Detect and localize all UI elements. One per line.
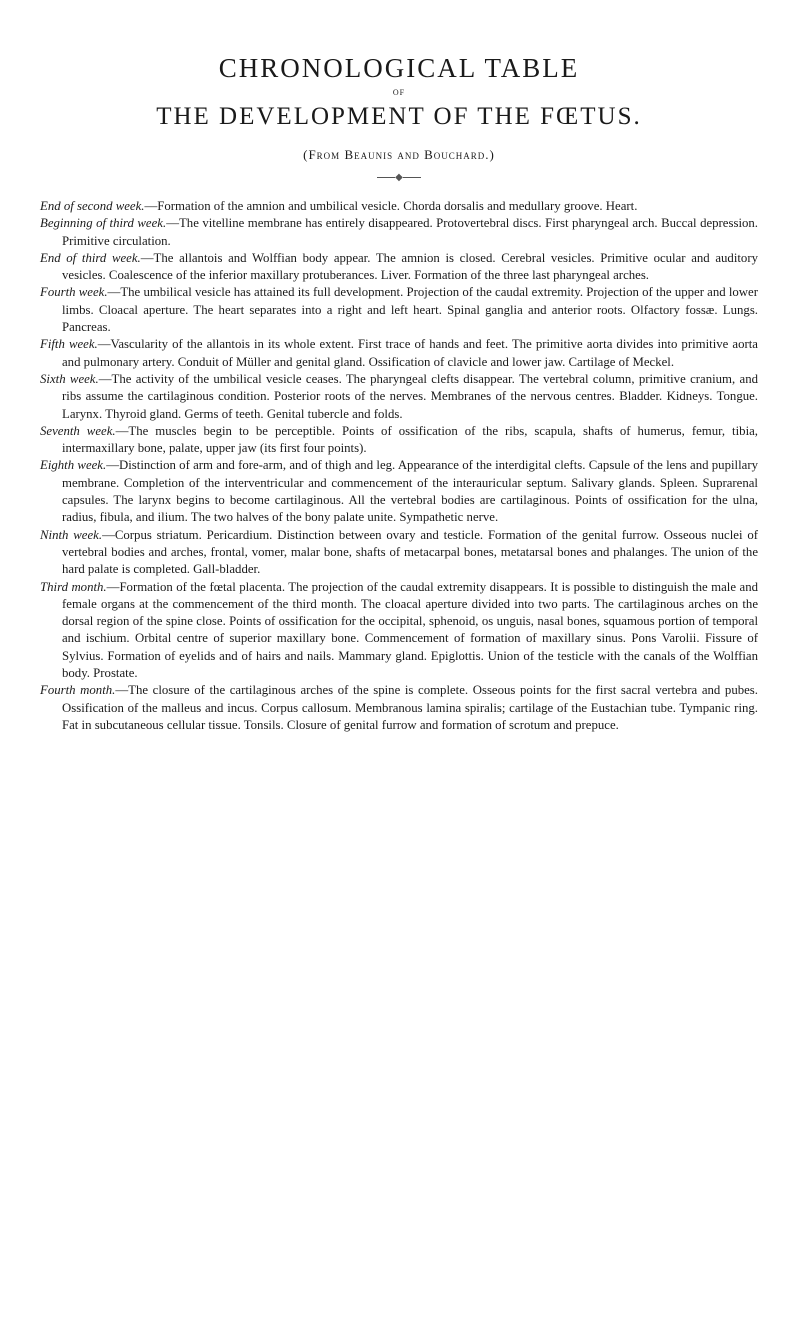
entry-text: —Formation of the amnion and umbilical vesicle. Chorda dorsalis and medullary groove. Heart. — [144, 199, 638, 213]
entry-period: Fourth month. — [40, 683, 116, 698]
chronology-entry — [40, 527, 758, 579]
chronology-entry — [40, 198, 758, 215]
title-connector: OF — [392, 88, 406, 97]
entry-text: —The muscles begin to be perceptible. Points of ossification of the ribs, scapula, shafts of humerus, femur, tibia, intermaxillary bone, palate, upper jaw (its first four points). — [62, 423, 759, 456]
entry-text: —The activity of the umbilical vesicle ceases. The pharyngeal clefts disappear. The vertebral column, primitive cranium, and ribs assume the cartilaginous condition. Posterior roots of the nerves. Membranes of the nervous centres. Bladder. Kidneys. Tongue. Larynx. Thyroid gland. Germs of teeth. Genital tubercle and folds. — [62, 371, 759, 421]
entry-text: —The vitelline membrane has entirely disappeared. Protovertebral discs. First pharyngeal arch. Buccal depression. Primitive circulation. — [62, 216, 759, 248]
page-title: CHRONOLOGICAL TABLE — [218, 53, 580, 83]
entry-period: Beginning of third week. — [40, 216, 167, 231]
entry-period: Seventh week. — [40, 423, 116, 438]
ornament-divider: ◆ — [40, 172, 758, 184]
entry-period: End of third week. — [40, 250, 141, 265]
chronology-entry — [40, 423, 758, 458]
entry-period: Sixth week. — [40, 371, 99, 386]
chronology-entry — [40, 579, 758, 683]
entry-text: —The allantois and Wolffian body appear. The amnion is closed. Cerebral vesicles. Primitive ocular and auditory vesicles. Coalescence of the inferior maxillary protuberances. Liver. Formation of the three last pharyngeal arches. — [62, 250, 758, 283]
entry-period: Ninth week. — [40, 527, 103, 542]
chronology-entry — [40, 250, 758, 285]
source-attribution: (From Beaunis and Bouchard.) — [303, 147, 495, 162]
chronology-entry — [40, 682, 758, 734]
entry-text: —The closure of the cartilaginous arches of the spine is complete. Osseous points for the first sacral vertebra and pubes. Ossification of the malleus and incus. Corpus callosum. Membranous lamina spiralis; cartilage of the Eustachian tube. Tympanic ring. Fat in subcutaneous cellular tissue. Tonsils. Closure of genital furrow and formation of scrotum and prepuce. — [62, 683, 758, 732]
entry-period: End of second week. — [40, 199, 145, 213]
entry-period: Third month. — [40, 579, 107, 594]
entry-text: —Vascularity of the allantois in its whole extent. First trace of hands and feet. The primitive aorta divides into primitive aorta and pulmonary artery. Conduit of Müller and genital gland. Ossification of clavicle and lower jaw. Cartilage of Meckel. — [62, 337, 758, 369]
chronology-entry — [40, 215, 758, 250]
entry-text: —Corpus striatum. Pericardium. Distinction between ovary and testicle. Formation of the genital furrow. Osseous nuclei of vertebral bodies and arches, frontal, vomer, malar bone, shafts of metacarpal bones, metatarsal bones and phalanges. The union of the hard palate is completed. Gall-bladder. — [62, 527, 758, 577]
entry-text: —Formation of the fœtal placenta. The projection of the caudal extremity disappears. It is possible to distinguish the male and female organs at the commencement of the third month. The cloacal aperture divided into two parts. The cartilaginous arches on the dorsal region of the spine close. Points of ossification for the occipital, sphenoid, os unguis, nasal bones, squamous portion of temporal and ischium. Orbital centre of superior maxillary bone. Commencement of formation of maxillary sinus. Pons Varolii. Fissure of Sylvius. Formation of eyelids and of hairs and nails. Mammary gland. Epiglottis. Union of the testicle with the canals of the Wolffian body. Prostate. — [62, 579, 758, 681]
entry-text: —The umbilical vesicle has attained its full development. Projection of the caudal extremity. Projection of the upper and lower limbs. Cloacal aperture. The heart separates into a right and left heart. Spinal ganglia and anterior roots. Olfactory fossæ. Lungs. Pancreas. — [62, 285, 758, 335]
entry-period: Fifth week. — [40, 337, 98, 352]
chronology-entry — [40, 284, 758, 336]
chronology-list — [40, 198, 758, 734]
entry-period: Eighth week. — [40, 458, 107, 473]
entry-period: Fourth week. — [40, 285, 108, 300]
chronology-entry — [40, 457, 758, 526]
entry-text: —Distinction of arm and fore-arm, and of thigh and leg. Appearance of the interdigital clefts. Capsule of the lens and pupillary membrane. Completion of the interventricular and commencement of the interauricular septum. Salivary glands. Spleen. Suprarenal capsules. The larynx begins to become cartilaginous. All the vertebral bodies are cartilaginous. Points of ossification for the ulna, radius, fibula, and ilium. The two halves of the bony palate unite. Sympathetic nerve. — [62, 458, 758, 525]
chronology-entry — [40, 371, 758, 423]
page-subtitle: THE DEVELOPMENT OF THE FŒTUS. — [156, 103, 642, 130]
chronology-entry — [40, 336, 758, 371]
